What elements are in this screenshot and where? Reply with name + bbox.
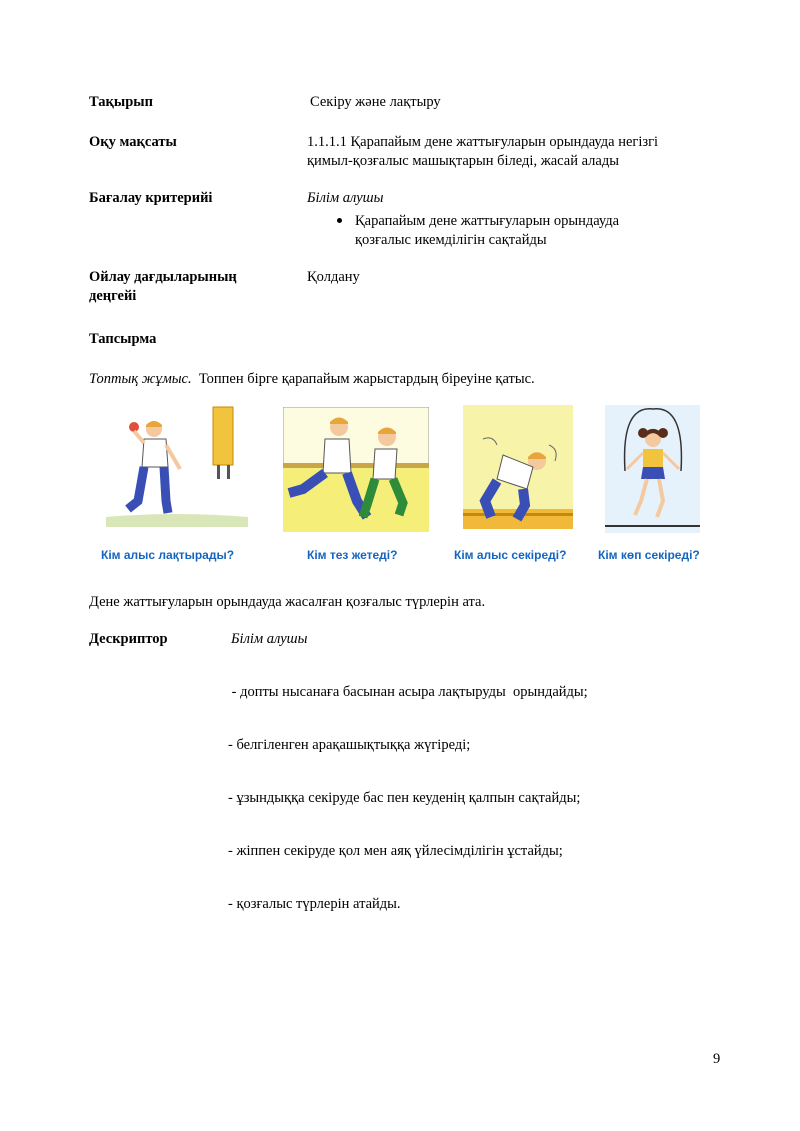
caption-long-jump: Кім алыс секіреді? (454, 548, 567, 562)
topic-value: Секіру және лақтыру (310, 94, 441, 110)
task-heading: Тапсырма (89, 331, 157, 347)
descriptor-item: - ұзындыққа секіруде бас пен кеуденің қалпын сақтайды; (228, 790, 581, 806)
long-jump-picture (463, 405, 573, 529)
page-number: 9 (713, 1051, 721, 1067)
descriptor-list (228, 649, 588, 931)
objective-line-1: 1.1.1.1 Қарапайым дене жаттығуларын орындауда негізгі (307, 134, 659, 150)
objective-label: Оқу мақсаты (89, 134, 177, 150)
rope-jumping-picture (605, 405, 700, 533)
criteria-heading: Білім алушы (307, 190, 384, 206)
group-work-line (89, 370, 535, 389)
descriptor-label: Дескриптор (89, 631, 168, 647)
running-picture (283, 407, 429, 532)
bullet-dot (337, 218, 342, 223)
topic-label: Тақырып (89, 94, 153, 110)
caption-rope-jump: Кім көп секіреді? (598, 548, 700, 562)
descriptor-item: - допты нысанаға басынан асыра лақтыруды орындайды; (228, 684, 588, 700)
descriptor-item: - белгіленген арақашықтыққа жүгіреді; (228, 737, 471, 753)
criteria-bullet-line-1: Қарапайым дене жаттығуларын орындауда (355, 213, 620, 229)
instruction-text: Дене жаттығуларын орындауда жасалған қозғалыс түрлерін ата. (89, 594, 486, 610)
group-work-label: Топтық жұмыс. (89, 371, 192, 387)
thinking-label-line-1: Ойлау дағдыларының (89, 269, 237, 285)
descriptor-item: - жіппен секіруде қол мен аяқ үйлесімділігін ұстайды; (228, 843, 563, 859)
caption-run: Кім тез жетеді? (307, 548, 398, 562)
caption-throw: Кім алыс лақтырады? (101, 548, 235, 562)
thinking-value: Қолдану (307, 269, 360, 285)
criteria-bullet-line-2: қозғалыс икемділігін сақтайды (355, 232, 547, 248)
descriptor-item: - қозғалыс түрлерін атайды. (228, 896, 401, 912)
throwing-picture (106, 405, 248, 527)
descriptor-heading: Білім алушы (231, 631, 308, 647)
criteria-label: Бағалау критерийі (89, 190, 213, 206)
thinking-label-line-2: деңгейі (89, 288, 137, 304)
objective-line-2: қимыл-қозғалыс машықтарын біледі, жасай алады (307, 153, 619, 169)
group-work-text: Топпен бірге қарапайым жарыстардың біреуіне қатыс. (198, 371, 535, 387)
